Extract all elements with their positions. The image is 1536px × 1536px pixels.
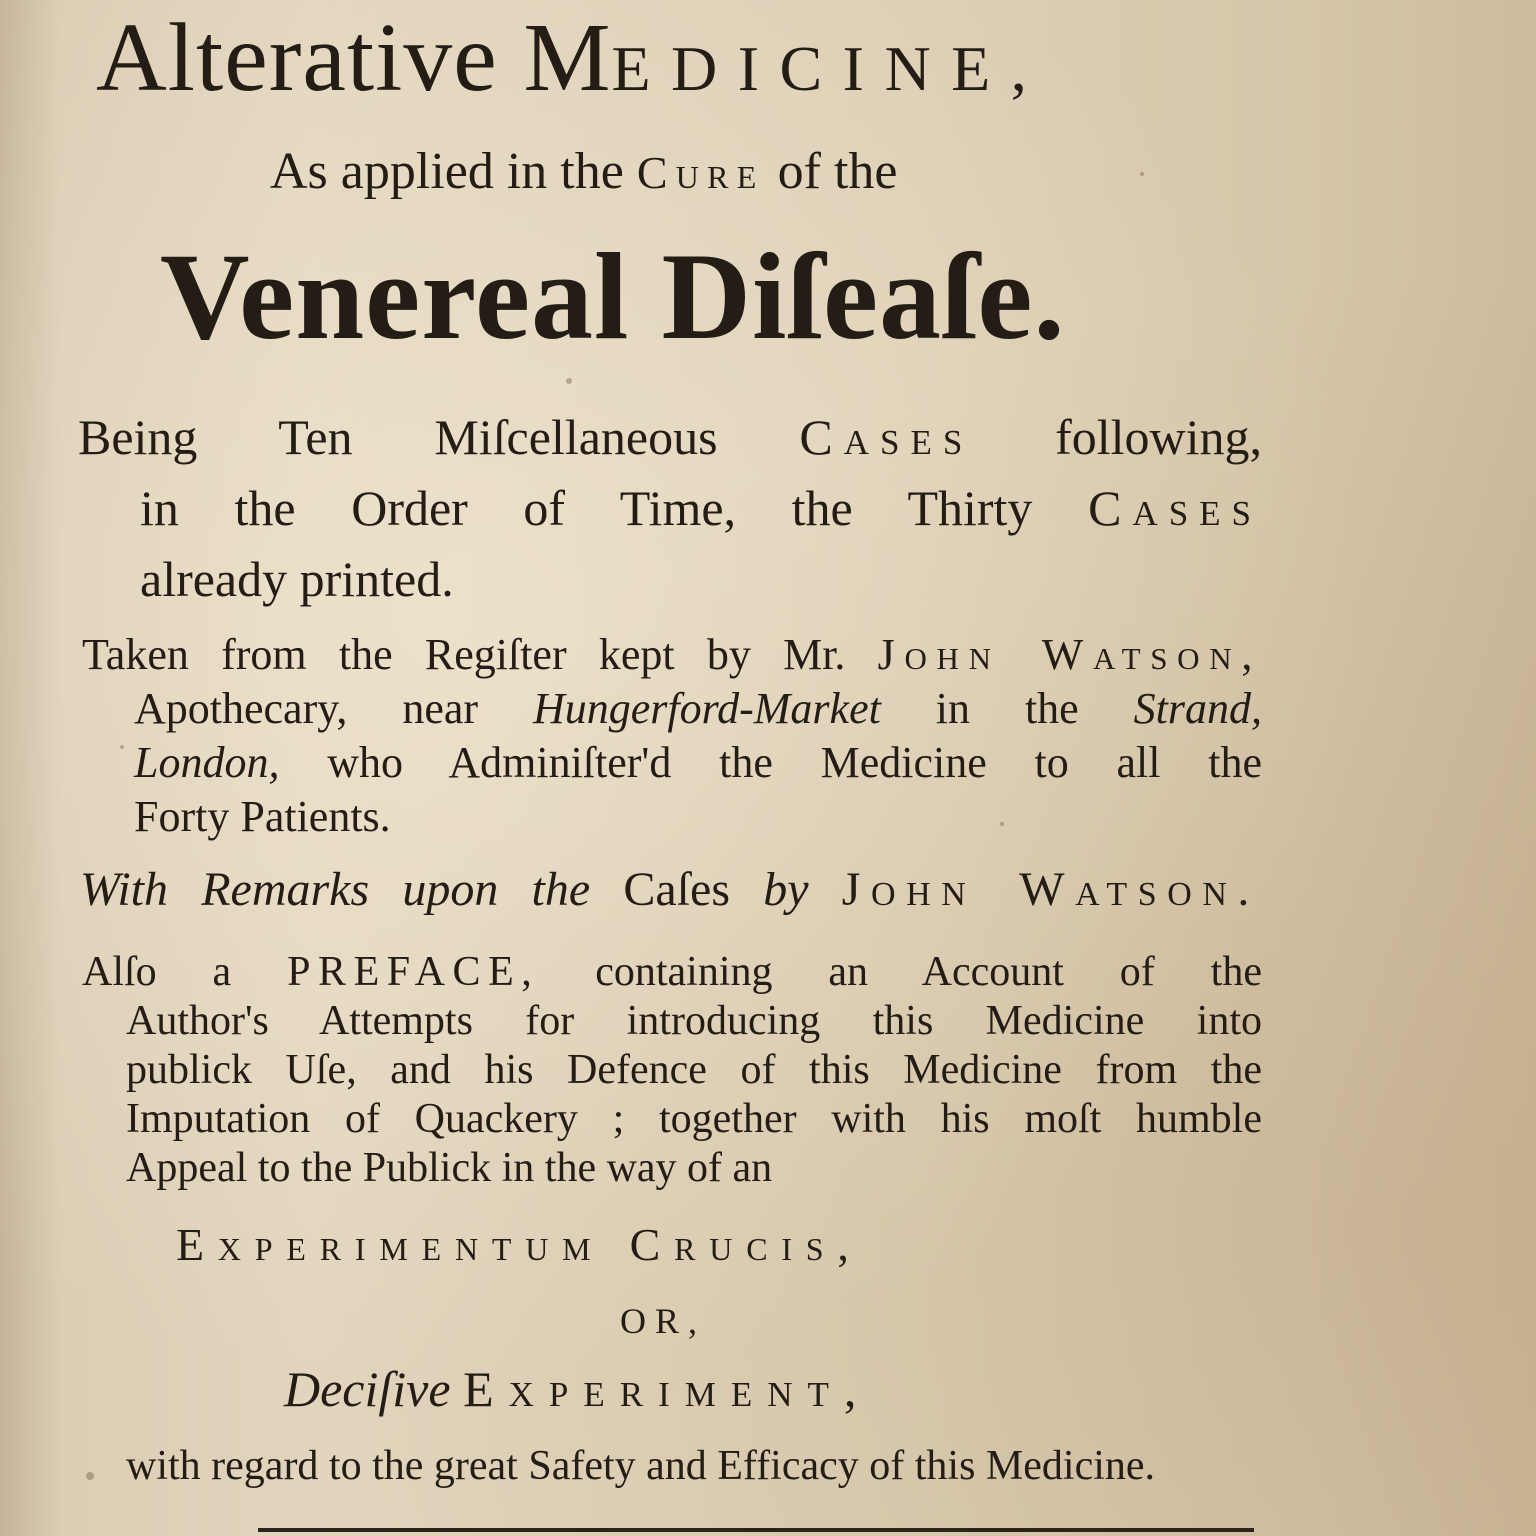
also-line-1: Alſo a PREFACE, containing an Account of the bbox=[82, 949, 1262, 995]
being-ten-cases-paragraph bbox=[78, 402, 1262, 612]
paper-speck bbox=[566, 378, 572, 384]
taken-line-4: Forty Patients. bbox=[134, 792, 391, 841]
bottom-rule bbox=[258, 1528, 1254, 1532]
paper-speck bbox=[86, 1472, 94, 1480]
being-line-2: in the Order of Time, the Thirty Cases bbox=[140, 480, 1262, 536]
applied-cure: Cure bbox=[636, 147, 765, 198]
or-line: OR, bbox=[620, 1301, 707, 1341]
paper-speck bbox=[1000, 822, 1004, 826]
taken-line-2: Apothecary, near Hungerford-Market in the Strand, bbox=[134, 684, 1263, 733]
paper-speck bbox=[1140, 172, 1144, 176]
title-line-venereal-disease: Venereal Diſeaſe. bbox=[160, 228, 1066, 365]
title-line1-cap: M bbox=[523, 4, 612, 112]
being-line-3: already printed. bbox=[140, 551, 454, 607]
also-line-3: publick Uſe, and his Defence of this Medicine from the bbox=[126, 1047, 1262, 1093]
remarks-line: With Remarks upon the Caſes by John Watson. bbox=[80, 863, 1260, 916]
being-line-1: Being Ten Miſcellaneous Cases following, bbox=[78, 409, 1263, 465]
decisive-experiment-line: Deciſive Experiment, bbox=[284, 1361, 872, 1417]
experimentum-crucis-line: Experimentum Crucis, bbox=[176, 1219, 863, 1270]
applied-pre: As applied in the bbox=[270, 143, 637, 200]
also-line-5: Appeal to the Publick in the way of an bbox=[126, 1145, 773, 1191]
title-line1-pre: Alterative bbox=[96, 4, 524, 112]
taken-line-1: Taken from the Regiſter kept by Mr. John Watson, bbox=[82, 630, 1262, 679]
also-line-4: Imputation of Quackery ; together with his moſt humble bbox=[126, 1096, 1262, 1142]
paper-speck bbox=[120, 745, 124, 749]
title-line-alterative-medicine bbox=[96, 2, 1256, 114]
also-line-2: Author's Attempts for introducing this Medicine into bbox=[126, 998, 1262, 1044]
with-regard-line: with regard to the great Safety and Efficacy of this Medicine. bbox=[126, 1443, 1156, 1489]
applied-post: of the bbox=[764, 143, 898, 200]
taken-line-3: London, who Adminiſter'd the Medicine to all the bbox=[134, 738, 1262, 787]
title-line1-rest: EDICINE, bbox=[611, 33, 1048, 104]
applied-line bbox=[270, 142, 1090, 201]
